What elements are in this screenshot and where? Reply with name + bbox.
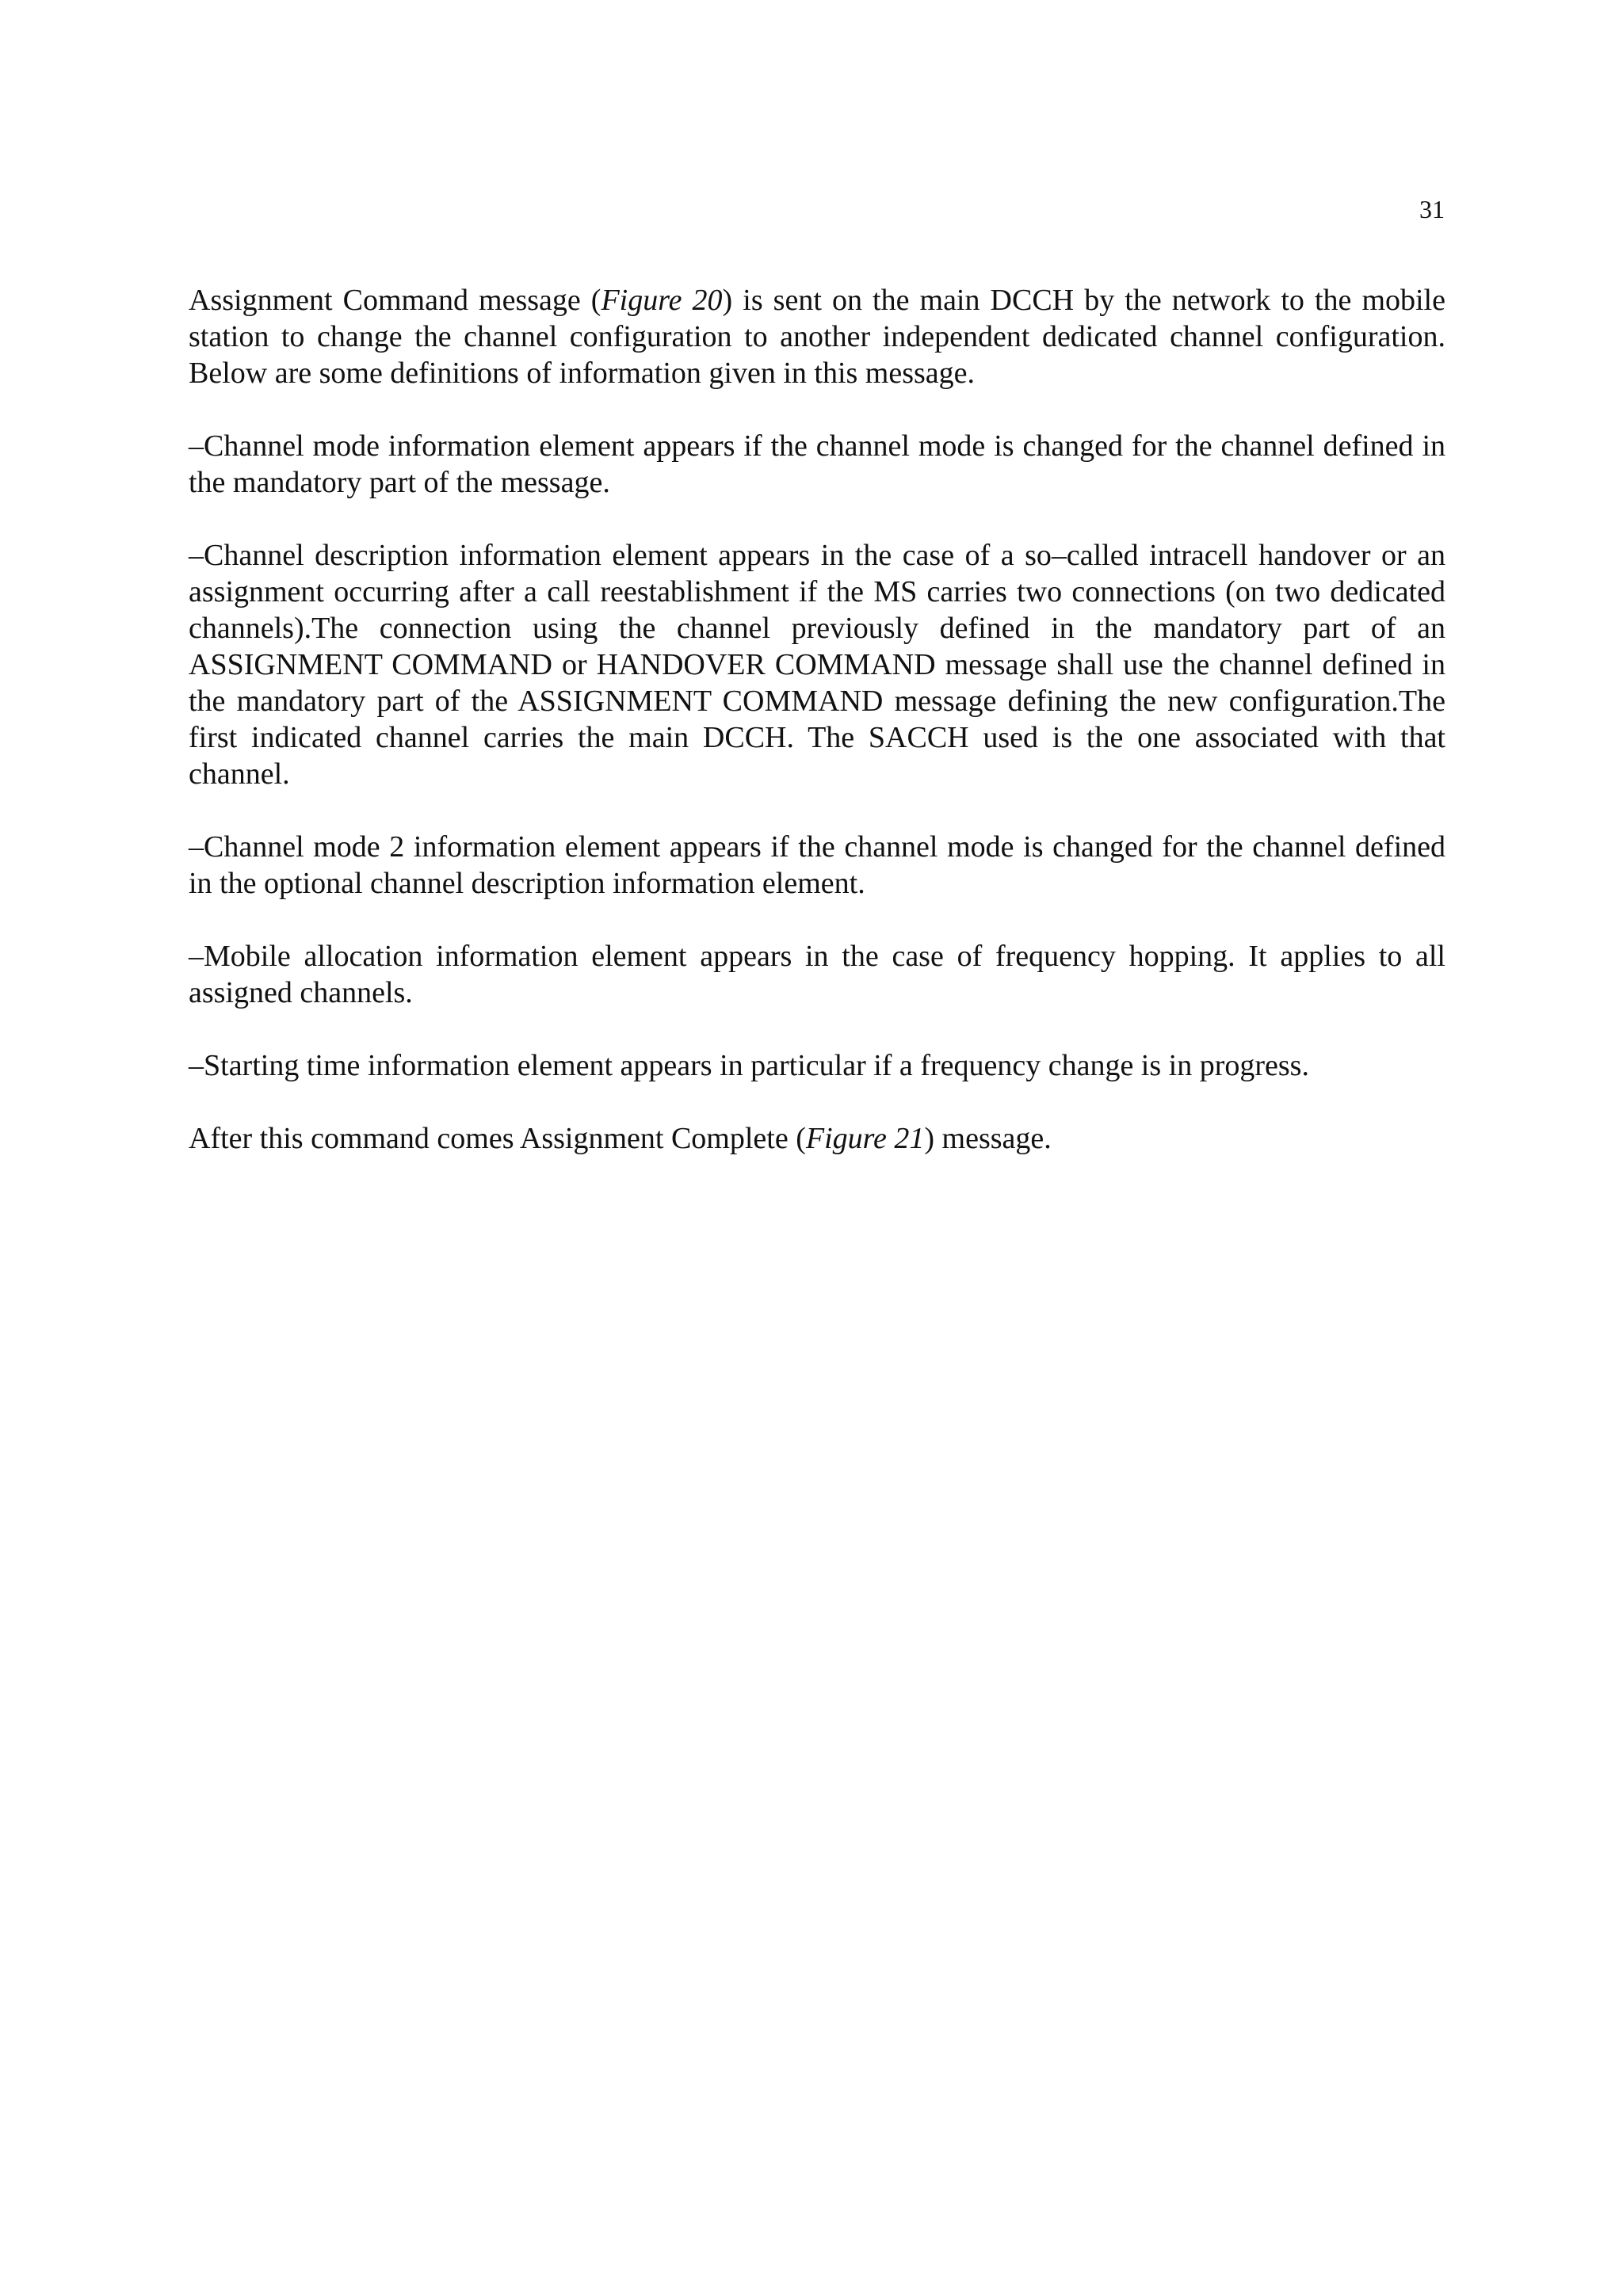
paragraph-channel-mode: –Channel mode information element appears if the channel mode is changed for the channel defined in the mandatory part of the message. [189,429,1445,499]
paragraph-mobile-allocation: –Mobile allocation information element appears in the case of frequency hopping. It applies to all assigned channels. [189,940,1445,1009]
paragraph-assignment-command [189,282,1445,391]
paragraph-starting-time: –Starting time information element appears in particular if a frequency change is in progress. [189,1049,1309,1082]
paragraph-channel-description: –Channel description information element appears in the case of a so–called intracell handover or an assignment occurring after a call reestablishment if the MS carries two connections (on two dedicated channels).The connection using the channel previously defined in the mandatory part of an ASSIGNMENT COMMAND or HANDOVER COMMAND message shall use the channel defined in the mandatory part of the ASSIGNMENT COMMAND message defining the new configuration.The first indicated channel carries the main DCCH. The SACCH used is the one associated with that channel. [189,539,1445,791]
page-body [189,282,1445,1157]
paragraph-text: ) message. [924,1122,1052,1155]
paragraph-text: ) is sent on the main DCCH by the network to the mobile station to change the channel configuration to another independent dedicated channel configuration. Below are some definitions of information given in this message. [189,284,1445,390]
paragraph-channel-mode-2: –Channel mode 2 information element appears if the channel mode is changed for the channel defined in the optional channel description information element. [189,830,1445,900]
figure-reference-21: Figure 21 [805,1122,925,1155]
paragraph-text: After this command comes Assignment Complete ( [189,1122,806,1155]
paragraph-assignment-complete [189,1120,1445,1157]
page-number: 31 [1419,195,1445,223]
paragraph-text: Assignment Command message ( [189,284,601,317]
figure-reference-20: Figure 20 [601,284,723,317]
